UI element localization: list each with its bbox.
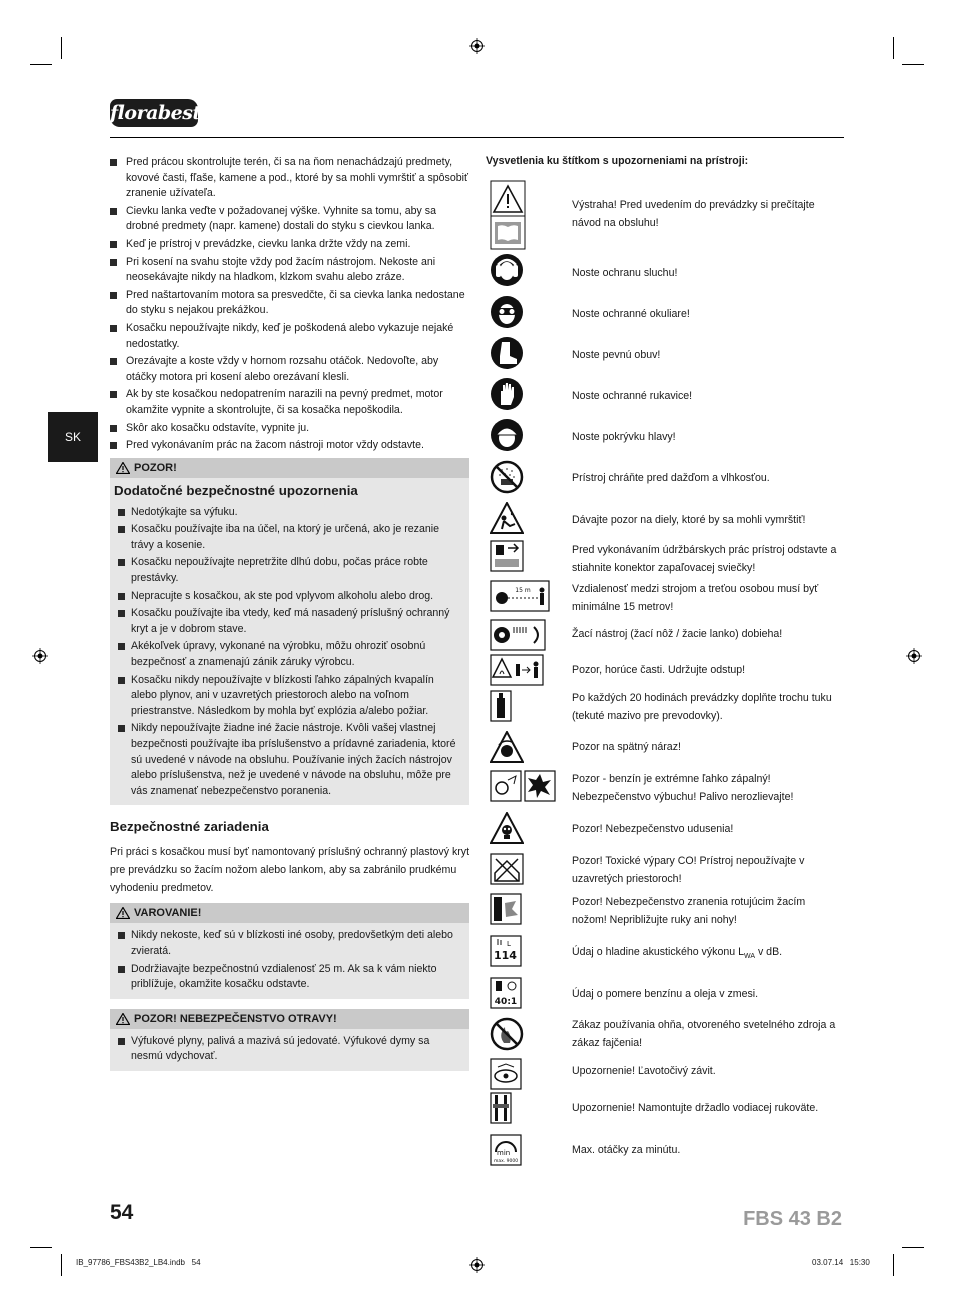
crop-mark	[61, 1254, 62, 1276]
distance-15m-icon	[490, 580, 550, 617]
bullet-item: Pred prácou skontrolujte terén, či sa na ňom nenachádzajú predmety, kovové časti, fľaše, kamene a pod., ktoré by sa mohli vymrštiť a spôsobiť zranenie užívateľa.	[110, 155, 469, 202]
bullet-list	[114, 1034, 459, 1065]
symbol-description: Po každých 20 hodinách prevádzky doplňte trochu tuku (tekuté mazivo pre prevodovky).	[572, 692, 832, 722]
page-number: 54	[110, 1201, 134, 1224]
kickback-icon	[490, 731, 524, 768]
bullet-list-top	[110, 155, 469, 454]
svg-text:15 m: 15 m	[515, 587, 531, 594]
symbol-description: Pred vykonávaním údržbárskych prác prístroj odstavte a stiahnite konektor zapaľovacej sviečky!	[572, 544, 837, 574]
svg-text:L: L	[507, 940, 511, 948]
ear-protection-icon	[490, 253, 524, 292]
crop-mark	[30, 64, 52, 65]
symbol-description: Údaj o pomere benzínu a oleja v zmesi.	[572, 988, 759, 1000]
crop-mark	[902, 1247, 924, 1248]
crop-mark	[893, 1254, 894, 1276]
symbol-description: Vzdialenosť medzi strojom a treťou osobou musí byť minimálne 15 metrov!	[572, 583, 819, 613]
bullet-item: Kosačku používajte iba vtedy, keď má nasadený príslušný ochranný kryt a je v dobrom stave.	[114, 606, 459, 637]
spark-plug-icon	[490, 540, 524, 577]
no-rain-icon	[490, 460, 524, 499]
symbol-description: Zákaz používania ohňa, otvoreného svetelného zdroja a zákaz fajčenia!	[572, 1019, 836, 1049]
warning-box-header	[110, 903, 469, 923]
rotating-blade-icon	[490, 893, 522, 930]
fuel-ratio-icon	[490, 977, 522, 1014]
symbol-description: Noste ochranu sluchu!	[572, 267, 678, 279]
bullet-item: Dodržiavajte bezpečnostnú vzdialenosť 25 m. Ak sa k vám niekto priblížuje, okamžite kosačku odstavte.	[114, 962, 459, 993]
bullet-item: Kosačku nepoužívajte nepretržite dlhú dobu, počas práce robte prestávky.	[114, 555, 459, 586]
warning-box	[110, 903, 469, 998]
crop-mark	[902, 64, 924, 65]
symbols-heading: Vysvetlenia ku štítkom s upozorneniami na prístroji:	[486, 155, 749, 167]
bullet-item: Kosačku používajte iba na účel, na ktorý je určená, ako je rezanie trávy a kosenie.	[114, 522, 459, 553]
brand-logo: florabest	[110, 99, 198, 127]
bullet-item: Kosačku nikdy nepoužívajte v blízkosti ľahko zápalných kvapalín alebo plynov, ani v uzavretých priestoroch alebo na voľnom priestranstve. Následkom by mohla byť explózia a/alebo požiar.	[114, 673, 459, 720]
symbol-description: Upozornenie! Namontujte držadlo vodiacej rukoväte.	[572, 1102, 819, 1114]
svg-text:40:1: 40:1	[494, 997, 518, 1007]
bullet-item: Nedotýkajte sa výfuku.	[114, 505, 459, 521]
bullet-item: Kosačku nepoužívajte nikdy, keď je poškodená alebo vykazuje nejaké nedostatky.	[110, 321, 469, 352]
bullet-item: Skôr ako kosačku odstavíte, vypnite ju.	[110, 421, 469, 437]
symbol-description: Dávajte pozor na diely, ktoré by sa mohli vymrštiť!	[572, 514, 806, 526]
symbol-description: Noste ochranné okuliare!	[572, 308, 690, 320]
registration-mark-icon	[469, 1257, 485, 1273]
caution-box-header	[110, 458, 469, 478]
symbol-description: Pozor! Nebezpečenstvo udusenia!	[572, 823, 734, 835]
warning-manual-icon	[490, 180, 526, 255]
section-heading: Bezpečnostné zariadenia	[110, 819, 269, 835]
svg-text:max. 9000: max. 9000	[493, 1159, 519, 1164]
left-thread-icon	[490, 1058, 522, 1095]
poison-warning-header	[110, 1009, 469, 1029]
symbol-description: Pozor! Toxické výpary CO! Prístroj nepoužívajte v uzavretých priestoroch!	[572, 855, 805, 885]
symbol-description: Pozor, horúce časti. Udržujte odstup!	[572, 664, 746, 676]
bullet-item: Keď je prístroj v prevádzke, cievku lanka držte vždy na zemi.	[110, 237, 469, 253]
left-column	[110, 155, 469, 1071]
symbol-description: Žací nástroj (žací nôž / žacie lanko) dobieha!	[572, 628, 783, 640]
model-name: FBS 43 B2	[743, 1208, 842, 1230]
warning-label: VAROVANIE!	[134, 907, 202, 920]
warning-triangle-icon	[116, 1013, 130, 1025]
symbol-description: Noste pokrývku hlavy!	[572, 431, 676, 443]
language-tab: SK	[48, 412, 98, 462]
flying-objects-icon	[490, 502, 524, 539]
registration-mark-icon	[906, 648, 922, 664]
max-rpm-icon	[490, 1134, 522, 1171]
bullet-item: Akékoľvek úpravy, vykonané na výrobku, môžu ohroziť osobnú bezpečnosť a znamenajú zánik záruky výrobcu.	[114, 639, 459, 670]
bullet-item: Pri kosení na svahu stojte vždy pod žacím nástrojom. Nekoste ani neosekávajte nikdy na hladkom, klzkom svahu alebo zráze.	[110, 255, 469, 286]
svg-text:min: min	[497, 1149, 511, 1157]
bullet-item: Pred vykonávaním prác na žacom nástroji motor vždy odstavte.	[110, 438, 469, 454]
caution-label: POZOR!	[134, 461, 177, 474]
registration-mark-icon	[469, 38, 485, 54]
crop-mark	[61, 37, 62, 59]
bullet-item: Nepracujte s kosačkou, ak ste pod vplyvom alkoholu alebo drog.	[114, 589, 459, 605]
symbol-description: Pozor na spätný náraz!	[572, 741, 681, 753]
symbol-description: Výstraha! Pred uvedením do prevádzky si prečítajte návod na obsluhu!	[572, 199, 815, 229]
flammable-explosion-icon	[490, 770, 556, 807]
symbol-description: Údaj o hladine akustického výkonu $L_{WA}$ v dB.	[572, 946, 783, 961]
suffocation-icon	[490, 812, 524, 849]
bullet-item: Výfukové plyny, palivá a mazivá sú jedovaté. Výfukové dymy sa nesmú vdychovať.	[114, 1034, 459, 1065]
warning-triangle-icon	[116, 907, 130, 919]
safety-boots-icon	[490, 336, 524, 375]
handle-mount-icon	[490, 1092, 512, 1129]
sound-power-icon	[490, 935, 522, 972]
safety-goggles-icon	[490, 295, 524, 334]
symbol-description: Upozornenie! Ľavotočivý závit.	[572, 1065, 716, 1077]
symbol-description: Prístroj chráňte pred dažďom a vlhkosťou.	[572, 472, 770, 484]
caution-box	[110, 458, 469, 806]
symbol-description: Noste ochranné rukavice!	[572, 390, 693, 402]
hot-parts-icon	[490, 654, 544, 691]
bullet-item: Pred naštartovaním motora sa presvedčte, či sa cievka lanka nedostane do styku s nejakou prekážkou.	[110, 288, 469, 319]
symbol-description: Max. otáčky za minútu.	[572, 1144, 681, 1156]
head-protection-icon	[490, 418, 524, 457]
crop-mark	[893, 37, 894, 59]
bullet-item: Orezávajte a koste vždy v hornom rozsahu otáčok. Nedovoľte, aby otáčky motora pri kosení alebo orezávaní klesli.	[110, 354, 469, 385]
lubricant-icon	[490, 690, 512, 727]
registration-mark-icon	[32, 648, 48, 664]
poison-warning-label: POZOR! NEBEZPEČENSTVO OTRAVY!	[134, 1012, 337, 1025]
crop-mark	[30, 1247, 52, 1248]
bullet-item: Nikdy nepoužívajte žiadne iné žacie nástroje. Kvôli vašej vlastnej bezpečnosti používajte iba príslušenstvo a prídavné zariadenia, ktoré sú uvedené v návode na obsluhu. Používanie iných žacích nástrojov alebo príslušenstva, než je uvedené v návode na obsluhu, môže pre vás znamenať nebezpečenstvo poranenia.	[114, 721, 459, 799]
symbol-description: Pozor! Nebezpečenstvo zranenia rotujúcim žacím nožom! Nepribližujte ruky ani nohy!	[572, 896, 806, 926]
bullet-list	[114, 928, 459, 992]
print-date: 03.07.14 15:30	[812, 1258, 870, 1267]
section-heading: Dodatočné bezpečnostné upozornenia	[114, 482, 358, 498]
symbol-description: Noste pevnú obuv!	[572, 349, 661, 361]
bullet-item: Nikdy nekoste, keď sú v blízkosti iné osoby, predovšetkým deti alebo zvieratá.	[114, 928, 459, 959]
file-info: IB_97786_FBS43B2_LB4.indb 54	[76, 1258, 201, 1267]
symbols-list	[486, 0, 846, 1200]
svg-text:114: 114	[494, 949, 517, 962]
poison-warning-box	[110, 1009, 469, 1071]
blade-coasting-icon	[490, 619, 546, 656]
bullet-item: Ak by ste kosačkou nedopatrením narazili na pevný predmet, motor okamžite vypnite a skontrolujte, či sa kosačka nepoškodila.	[110, 387, 469, 418]
bullet-list	[114, 505, 459, 800]
toxic-co-icon	[490, 853, 524, 890]
safety-gloves-icon	[490, 377, 524, 416]
symbol-description: Pozor - benzín je extrémne ľahko zápalný! Nebezpečenstvo výbuchu! Palivo nerozlievajte!	[572, 773, 794, 803]
no-fire-icon	[490, 1017, 524, 1056]
paragraph: Pri práci s kosačkou musí byť namontovaný príslušný ochranný plastový kryt pre prevádzku so žacím nožom alebo lankom, aby sa zabránilo prudkému vyhodeniu predmetov.	[110, 846, 470, 895]
warning-triangle-icon	[116, 462, 130, 474]
bullet-item: Cievku lanka veďte v požadovanej výške. Vyhnite sa tomu, aby sa drobné predmety (napr. kamene) dostali do styku s cievkou lanka.	[110, 204, 469, 235]
